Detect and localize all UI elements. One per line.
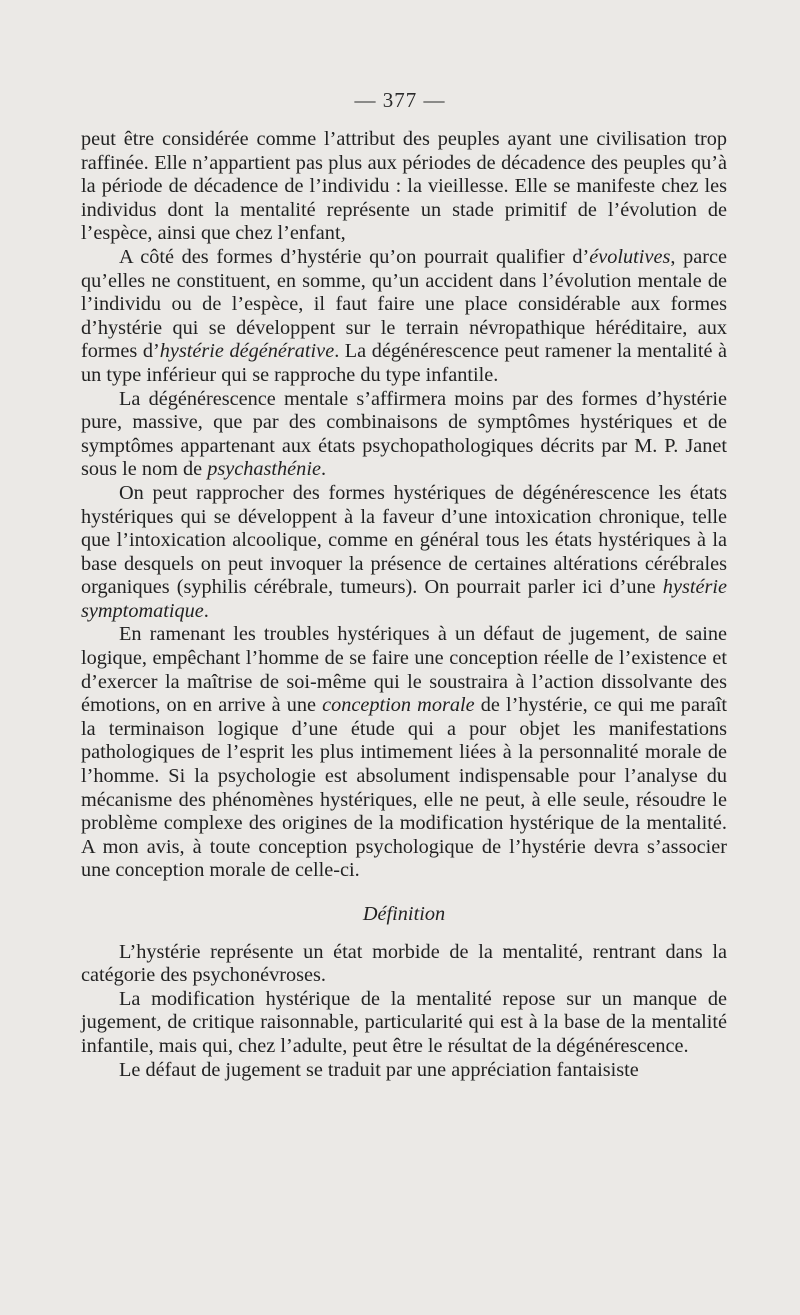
- text-run: En ramenant les troubles hystériques à un défaut de jugement, de saine logique, empêchant l’homme de se faire une conception réelle de l’existence et d’exercer la maîtrise de soi-même qui le soustraira à l’action dissolvante des émotions, on en arrive à une: [81, 623, 727, 717]
- text-run: . La dégénérescence peut ramener la mentalité à un type inférieur qui se rapproche du type infantile.: [81, 340, 727, 386]
- text-run: On peut rapprocher des formes hystériques de dégénérescence les états hystériques qui se développent à la faveur d’une intoxication chronique, telle que l’intoxication alcoolique, comme en général tous les états hystériques à la base desquels on peut invoquer la présence de certaines altérations cérébrales organiques (syphilis cérébrale, tumeurs). On pourrait parler ici d’une: [81, 481, 727, 599]
- page-number: — 377 —: [354, 88, 446, 112]
- text-run: La dégénérescence mentale s’affirmera moins par des formes d’hystérie pure, massive, que par des combinaisons de symptômes hystériques et de symptômes appartenant aux états psychopathologiques décrits par M. P. Janet sous le nom de: [81, 387, 727, 481]
- paragraph: [81, 128, 727, 246]
- italic-phrase: conception morale: [322, 694, 475, 717]
- section-heading: Définition: [362, 903, 446, 925]
- text-run: La modification hystérique de la mentalité repose sur un manque de jugement, de critique raisonnable, particularité qui est à la base de la mentalité infantile, mais qui, chez l’adulte, peut être le résultat de la dégénérescence.: [81, 987, 727, 1057]
- section-paragraphs: [81, 941, 727, 1083]
- paragraph: [81, 246, 727, 388]
- text-run: L’hystérie représente un état morbide de la mentalité, rentrant dans la catégorie des psychonévroses.: [81, 940, 727, 987]
- paragraph: [81, 482, 727, 624]
- paragraph: [81, 941, 727, 988]
- paragraph: [81, 388, 727, 482]
- italic-phrase: hystérie symptomatique: [81, 576, 727, 622]
- paragraph: [81, 623, 727, 883]
- text-run: .: [320, 458, 327, 481]
- text-run: .: [203, 599, 209, 622]
- main-paragraphs: [81, 128, 727, 883]
- italic-phrase: évolutives: [589, 245, 671, 268]
- text-run: peut être considérée comme l’attribut des peuples ayant une civilisation trop raffinée. Elle n’appartient pas plus aux périodes de décadence des peuples qu’à la période de décadence de l’individu : la vieillesse. Elle se manifeste chez les individus dont la mentalité représente un stade primitif de l’évolution de l’espèce, ainsi que chez l’enfant,: [81, 128, 727, 245]
- body-text: [81, 128, 727, 1082]
- text-run: A côté des formes d’hystérie qu’on pourrait qualifier d’: [119, 245, 590, 268]
- paragraph: [81, 988, 727, 1059]
- text-run: , parce qu’elles ne constituent, en somme, qu’un accident dans l’évolution mentale de l’individu ou de l’espèce, il faut faire une place considérable aux formes d’hystérie qui se développent sur le terrain névropathique héréditaire, aux formes d’: [81, 245, 727, 363]
- text-run: de l’hystérie, ce qui me paraît la terminaison logique d’une étude qui a pour objet les manifestations pathologiques de l’esprit les plus intimement liées à la personnalité morale de l’homme. Si la psychologie est absolument indispensable pour l’analyse du mécanisme des phénomènes hystériques, elle ne peut, à elle seule, résoudre le problème complexe des origines de la modification hystérique de la mentalité. A mon avis, à toute conception psychologique de l’hystérie devra s’associer une conception morale de celle-ci.: [81, 694, 727, 882]
- paragraph: [81, 1059, 727, 1083]
- italic-phrase: psychasthénie: [207, 458, 321, 481]
- text-run: Le défaut de jugement se traduit par une appréciation fantaisiste: [119, 1058, 639, 1081]
- italic-phrase: hystérie dégénérative: [159, 340, 335, 363]
